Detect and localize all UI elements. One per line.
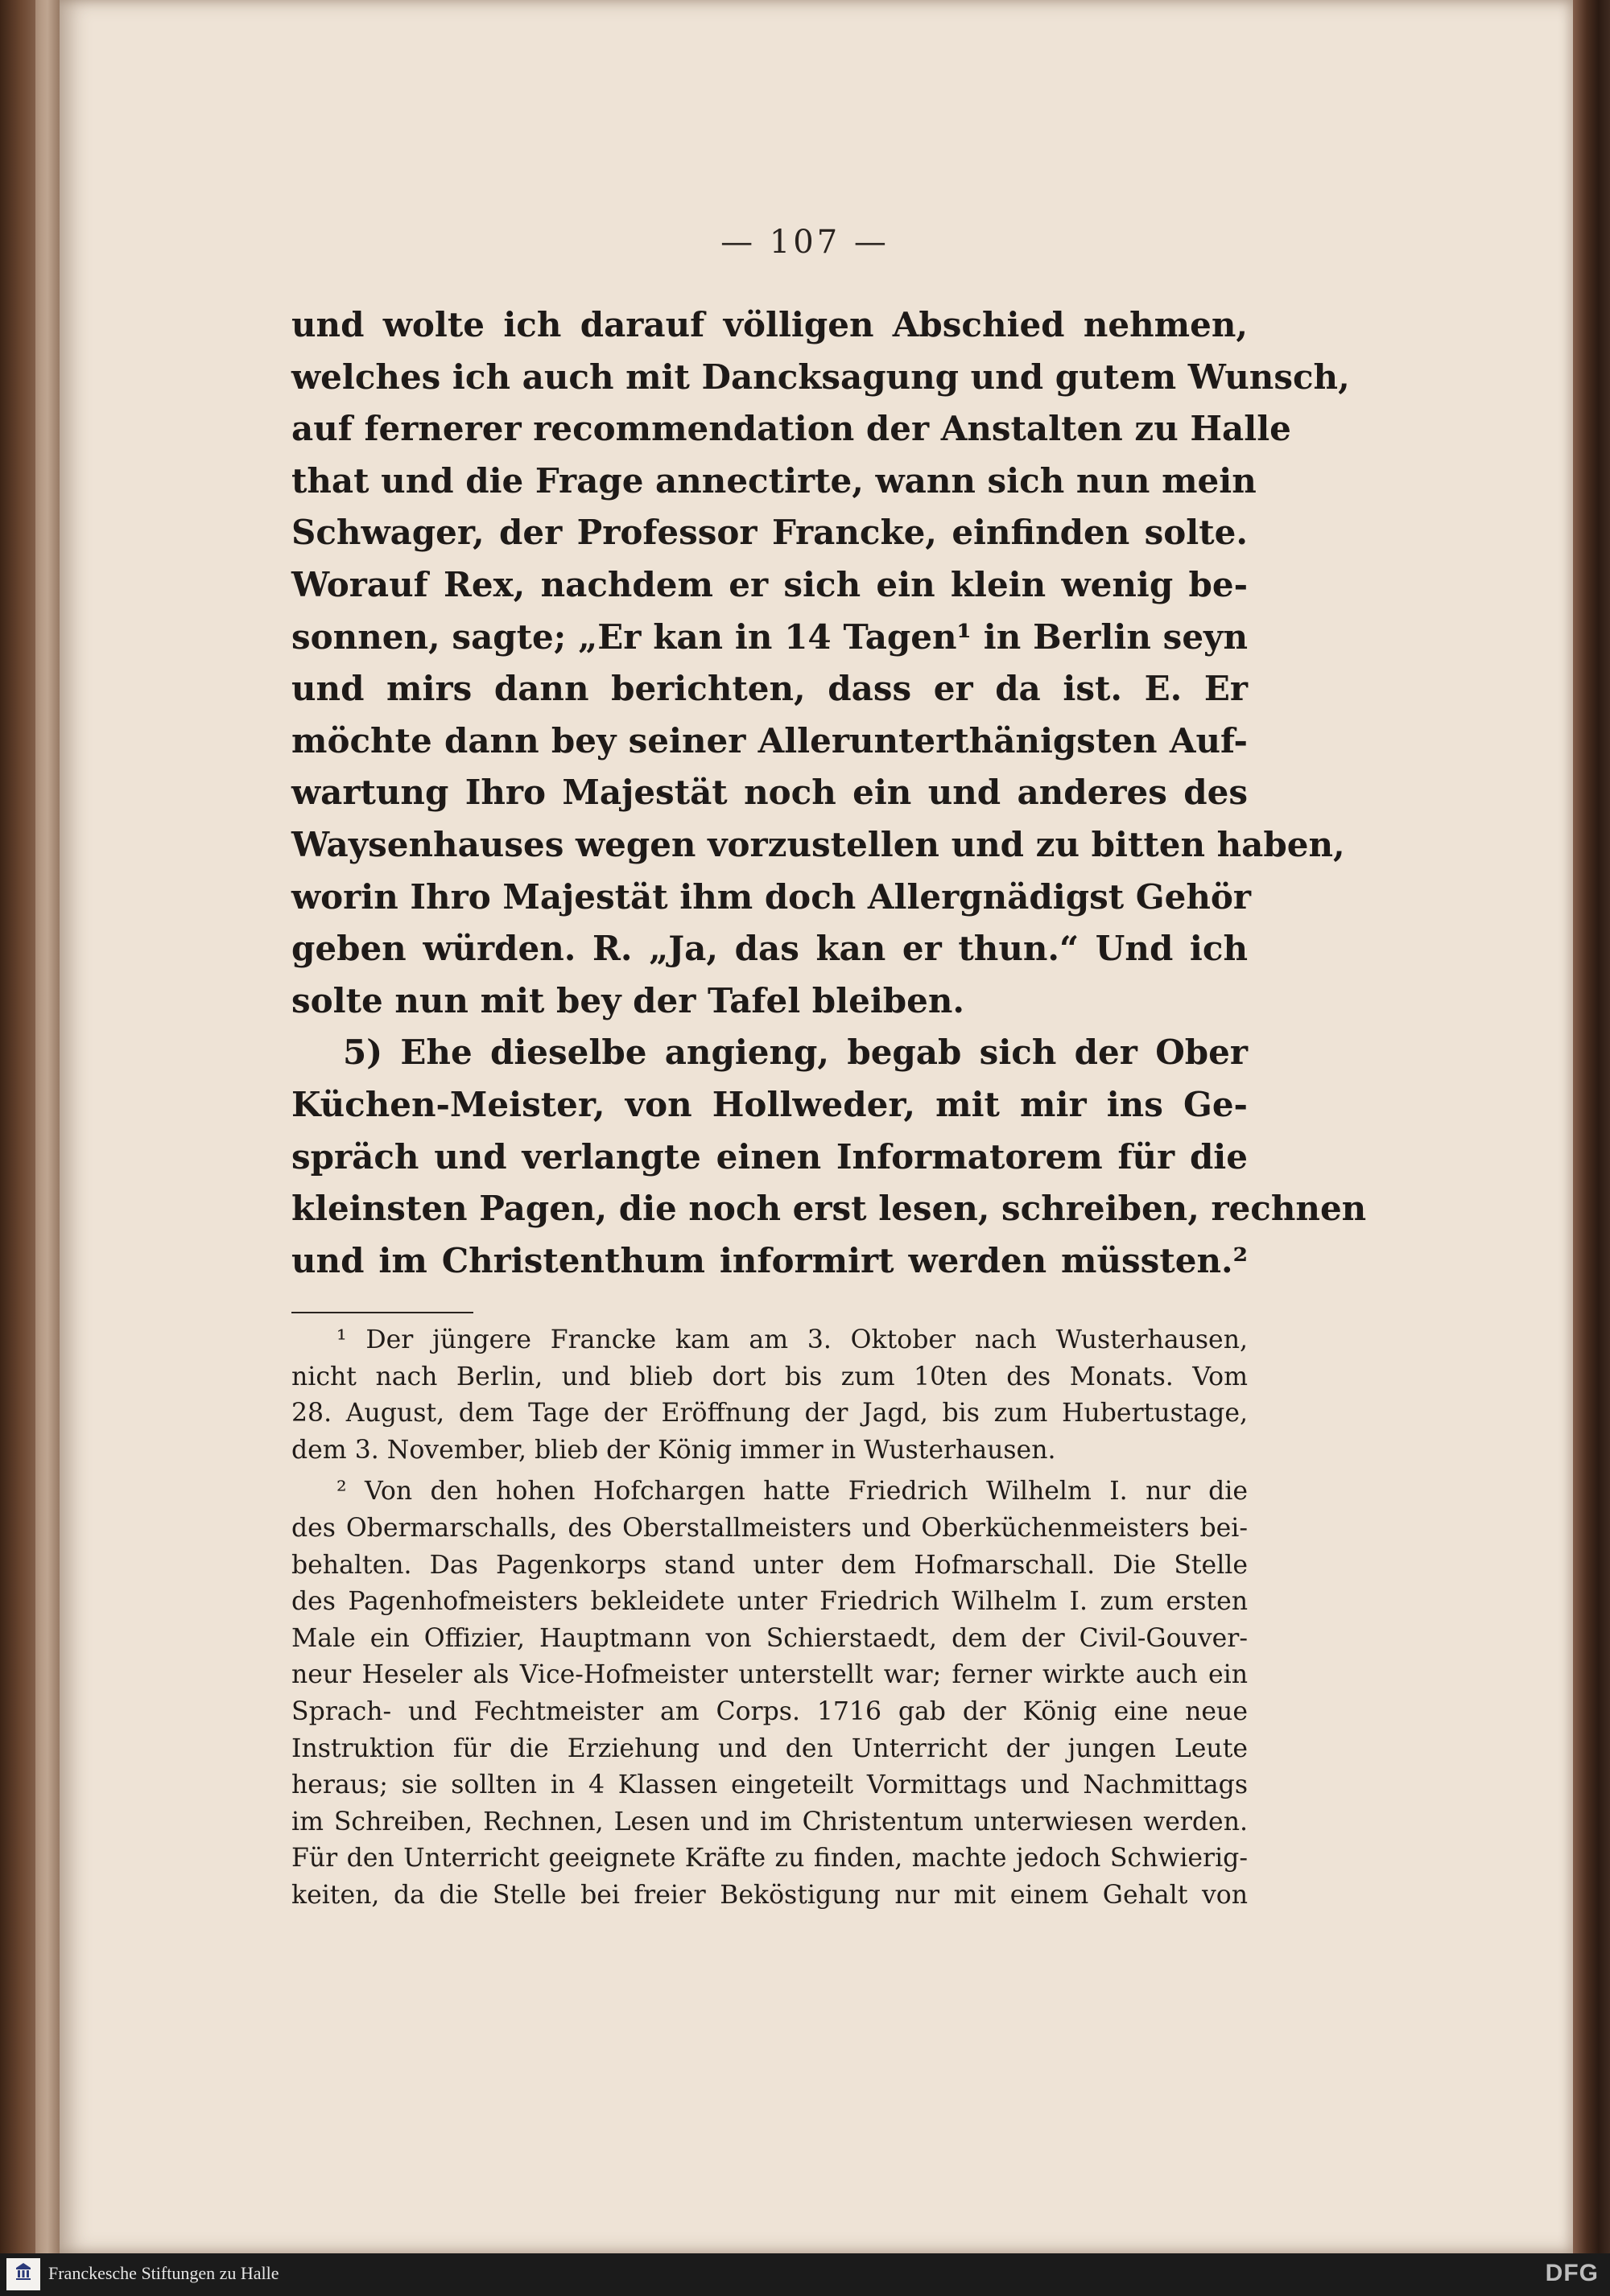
text-line: und mirs dann berichten, dass er da ist. E. Er xyxy=(291,669,1248,709)
footnote-line: keiten, da die Stelle bei freier Beköstigung nur mit einem Gehalt von xyxy=(291,1880,1248,1910)
footnote-line: Sprach- und Fechtmeister am Corps. 1716 gab der König eine neue xyxy=(291,1696,1248,1726)
dfg-logo-text: DFG xyxy=(1545,2260,1599,2286)
text-line: that und die Frage annectirte, wann sich nun mein xyxy=(291,460,1257,501)
page-edges-left xyxy=(35,0,60,2253)
footnotes xyxy=(291,1322,1248,1915)
footnote-line: behalten. Das Pagenkorps stand unter dem Hofmarschall. Die Stelle xyxy=(291,1550,1248,1580)
footnote-line: im Schreiben, Rechnen, Lesen und im Christentum unterwiesen werden. xyxy=(291,1807,1248,1836)
page-number: — 107 — xyxy=(720,224,890,261)
footnote-line: ¹ Der jüngere Francke kam am 3. Oktober nach Wusterhausen, xyxy=(336,1325,1248,1354)
text-line: Küchen-Meister, von Hollweder, mit mir ins Ge- xyxy=(291,1084,1248,1124)
text-line: 5) Ehe dieselbe angieng, begab sich der Ober xyxy=(343,1033,1248,1073)
text-line: und im Christenthum informirt werden müssten.² xyxy=(291,1240,1248,1280)
footnote-separator xyxy=(291,1312,473,1313)
text-line: Worauf Rex, nachdem er sich ein klein wenig be- xyxy=(291,564,1248,604)
francke-foundation-emblem-icon xyxy=(14,2261,33,2281)
footnote-line: nicht nach Berlin, und blieb dort bis zum 10ten des Monats. Vom xyxy=(291,1362,1248,1391)
footnote-line: Instruktion für die Erziehung und den Unterricht der jungen Leute xyxy=(291,1733,1248,1763)
footnote-line: dem 3. November, blieb der König immer in Wusterhausen. xyxy=(291,1435,1056,1465)
text-line: kleinsten Pagen, die noch erst lesen, schreiben, rechnen xyxy=(291,1189,1367,1229)
footnote-line: ² Von den hohen Hofchargen hatte Friedrich Wilhelm I. nur die xyxy=(336,1477,1248,1507)
footnote-line: des Obermarschalls, des Oberstallmeisters und Oberküchenmeisters bei- xyxy=(291,1513,1248,1543)
text-line: wartung Ihro Majestät noch ein und anderes des xyxy=(291,773,1248,813)
footnote-line: des Pagenhofmeisters bekleidete unter Friedrich Wilhelm I. zum ersten xyxy=(291,1587,1248,1617)
text-line: spräch und verlangte einen Informatorem für die xyxy=(291,1136,1248,1177)
text-line: geben würden. R. „Ja, das kan er thun.“ Und ich xyxy=(291,929,1248,969)
text-line: welches ich auch mit Dancksagung und gutem Wunsch, xyxy=(291,357,1350,397)
text-line: Schwager, der Professor Francke, einfinden solte. xyxy=(291,513,1248,553)
text-line: auf fernerer recommendation der Anstalten zu Halle xyxy=(291,409,1291,449)
text-line: Waysenhauses wegen vorzustellen und zu bitten haben, xyxy=(291,824,1345,864)
book-binding-right xyxy=(1571,0,1610,2253)
footnote-line: Für den Unterricht geeignete Kräfte zu finden, machte jedoch Schwierig- xyxy=(291,1844,1248,1873)
text-line: worin Ihro Majestät ihm doch Allergnädigst Gehör xyxy=(291,876,1252,917)
footnote-line: heraus; sie sollten in 4 Klassen eingeteilt Vormittags und Nachmittags xyxy=(291,1770,1248,1800)
footnote-line: Male ein Offizier, Hauptmann von Schierstaedt, dem der Civil-Gouver- xyxy=(291,1623,1248,1653)
footnote-line: neur Heseler als Vice-Hofmeister unterstellt war; ferner wirkte auch ein xyxy=(291,1660,1248,1690)
main-text xyxy=(291,299,1367,1287)
footnote-line: 28. August, dem Tage der Eröffnung der Jagd, bis zum Hubertustage, xyxy=(291,1399,1248,1428)
text-line: sonnen, sagte; „Er kan in 14 Tagen¹ in Berlin seyn xyxy=(291,616,1248,657)
text-line: solte nun mit bey der Tafel bleiben. xyxy=(291,980,965,1020)
text-line: möchte dann bey seiner Allerunterthänigsten Auf- xyxy=(291,720,1248,761)
footer-institution-label: Franckesche Stiftungen zu Halle xyxy=(48,2263,279,2283)
text-line: und wolte ich darauf völligen Abschied nehmen, xyxy=(291,305,1248,344)
